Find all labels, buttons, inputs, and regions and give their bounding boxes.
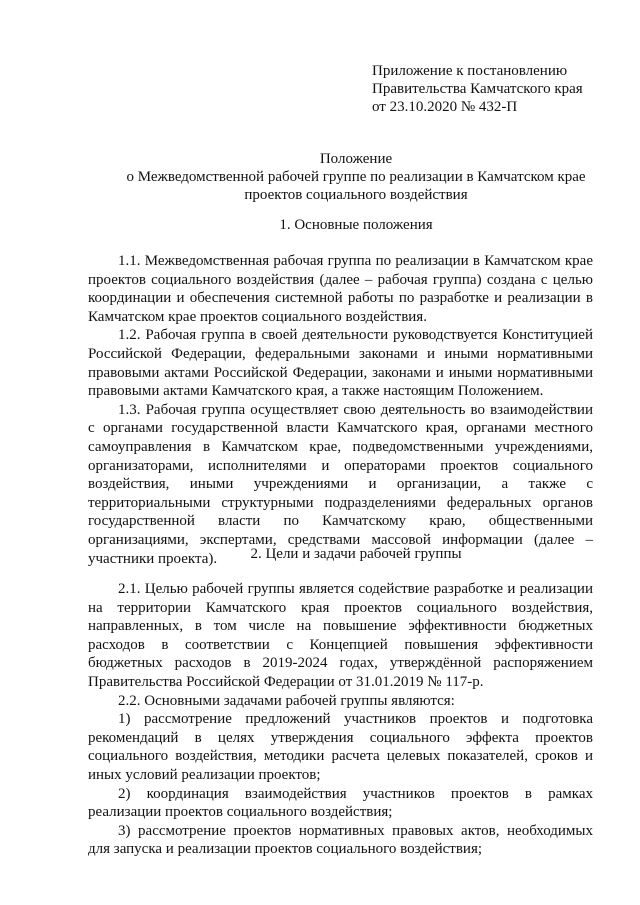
section-1-heading: 1. Основные положения xyxy=(279,217,433,233)
section-1-body xyxy=(88,252,593,568)
paragraph-1-2: 1.2. Рабочая группа в своей деятельности руководствуется Конституцией Российской Федерации, федеральными законами и иными нормативными правовыми актами Российской Федерации, законами и иными нормативными правовыми актами Камчатского края, а также настоящим Положением. xyxy=(88,327,593,400)
task-item-1: 1) рассмотрение предложений участников проектов и подготовка рекомендаций в целях утверждения социального эффекта проектов социального воздействия, методики расчета целевых показателей, сроков и иных условий реализации проектов; xyxy=(88,711,593,783)
title-line-3: проектов социального воздействия xyxy=(244,187,468,203)
paragraph-1-3: 1.3. Рабочая группа осуществляет свою деятельность во взаимодействии с органами государственной власти Камчатского края, органами местного самоуправления в Камчатском крае, подведомственными учреждениями, организаторами, исполнителями и операторами проектов социального воздействия, иными учреждениями и организации, а также с территориальными структурными подразделениями федеральных органов государственной власти по Камчатскому краю, общественными организациями, экспертами, средствами массовой информации (далее – участники проекта). xyxy=(88,401,593,567)
paragraph-1-1: 1.1. Межведомственная рабочая группа по реализации в Камчатском крае проектов социального воздействия (далее – рабочая группа) создана с целью координации и обеспечения системной работы по разработке и реализации в Камчатском крае проектов социального воздействия. xyxy=(88,253,593,325)
paragraph-2-1: 2.1. Целью рабочей группы является содействие разработке и реализации на территории Камчатского края проектов социального воздействия, направленных, в том числе на повышение эффективности бюджетных расходов в соответствии с Концепцией повышения эффективности бюджетных расходов в 2019-2024 годах, утверждённой распоряжением Правительства Российской Федерации от 31.01.2019 № 117-р. xyxy=(88,581,593,690)
paragraph-2-2: 2.2. Основными задачами рабочей группы являются: xyxy=(118,692,455,709)
appendix-reference xyxy=(372,62,583,116)
title-line-1: Положение xyxy=(319,151,393,167)
section-2-body xyxy=(88,580,593,859)
task-item-3: 3) рассмотрение проектов нормативных правовых актов, необходимых для запуска и реализации проектов социального воздействия; xyxy=(88,822,593,858)
title-line-2: о Межведомственной рабочей группе по реализации в Камчатском крае xyxy=(126,169,586,185)
document-title xyxy=(80,150,632,204)
appendix-line-2: Правительства Камчатского края xyxy=(372,81,583,97)
appendix-line-3: от 23.10.2020 № 432-П xyxy=(372,99,518,115)
task-item-2: 2) координация взаимодействия участников проектов в рамках реализации проектов социального воздействия; xyxy=(88,785,593,821)
appendix-line-1: Приложение к постановлению xyxy=(372,63,568,79)
section-2-heading: 2. Цели и задачи рабочей группы xyxy=(250,546,462,562)
